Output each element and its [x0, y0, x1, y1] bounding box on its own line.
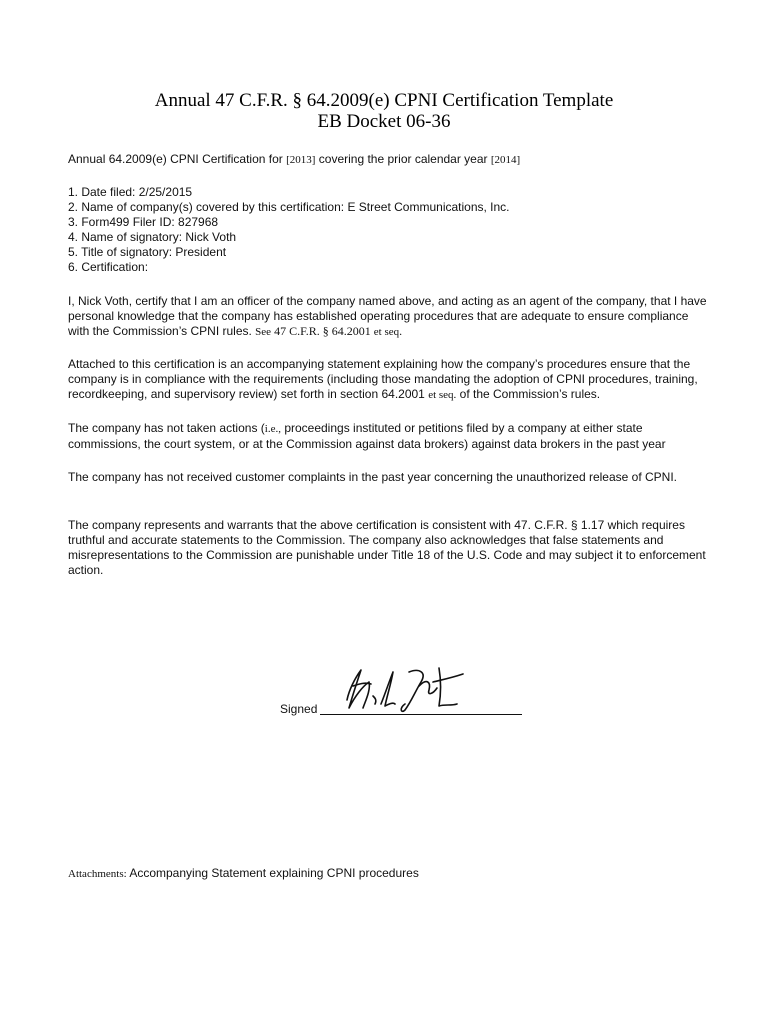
- attachments-line: [68, 866, 419, 882]
- intro-year-prior: [2014]: [490, 154, 521, 166]
- signed-label: Signed: [280, 702, 318, 716]
- paragraph-complaints: The company has not received customer complaints in the past year concerning the unauthorized release of CPNI.: [68, 470, 677, 484]
- info-list: [68, 185, 708, 275]
- paragraph-certify-see: See: [255, 326, 272, 338]
- paragraph-actions-after: proceedings instituted or petitions filed by a company at either state commissions, the court system, or at the Commission against data brokers) against data brokers in the past year: [68, 421, 666, 451]
- document-title: [0, 90, 768, 132]
- intro-year-certification: [2013]: [286, 154, 316, 166]
- paragraph-certify-end: .: [399, 324, 403, 338]
- intro-prefix: Annual 64.2009(e) CPNI Certification for: [68, 152, 287, 166]
- attachments-label: Attachments:: [68, 868, 127, 880]
- paragraph-attached-end: of the Commission’s rules.: [456, 387, 601, 401]
- paragraph-actions-before: The company has not taken actions (: [68, 421, 265, 435]
- paragraph-certify-cite: 47 C.F.R. § 64.2001: [271, 324, 374, 338]
- paragraph-warrants: The company represents and warrants that the above certification is consistent with 47. C.F.R. § 1.17 which requires truthful and accurate statements to the Commission. The company also acknowledges that false statements and misrepresentations to the Commission are punishable under Title 18 of the U.S. Code and may subject it to enforcement action.: [68, 518, 706, 577]
- list-item-signatory-name: 4. Name of signatory: Nick Voth: [68, 230, 237, 244]
- list-item-date-filed: 1. Date filed: 2/25/2015: [68, 185, 193, 199]
- list-item-signatory-title: 5. Title of signatory: President: [68, 245, 227, 259]
- list-item-filer-id: 3. Form499 Filer ID: 827968: [68, 215, 219, 229]
- paragraph-certify: [68, 294, 708, 340]
- attachments-text: Accompanying Statement explaining CPNI procedures: [126, 866, 419, 880]
- intro-middle: covering the prior calendar year: [315, 152, 491, 166]
- paragraph-actions-ie: i.e.,: [264, 423, 281, 435]
- paragraph-actions: [68, 421, 708, 452]
- list-item-certification: 6. Certification:: [68, 260, 149, 274]
- list-item-company-name: 2. Name of company(s) covered by this certification: E Street Communications, Inc.: [68, 200, 510, 214]
- handwritten-signature: [335, 660, 475, 718]
- paragraph-attached: [68, 357, 708, 403]
- title-line-1: Annual 47 C.F.R. § 64.2009(e) CPNI Certification Template: [154, 90, 614, 111]
- title-line-2: EB Docket 06-36: [317, 111, 451, 132]
- paragraph-certify-etseq: et seq: [373, 326, 400, 338]
- paragraph-attached-text: Attached to this certification is an accompanying statement explaining how the company’s procedures ensure that the company is in compliance with the requirements (including those mandating the adoption of CPNI procedures, training, recordkeeping, and supervisory review) set forth in section 64.2001: [68, 357, 698, 401]
- intro-line: [68, 152, 708, 168]
- paragraph-certify-text: I, Nick Voth, certify that I am an officer of the company named above, and acting as an agent of the company, that I have personal knowledge that the company has established operating procedures that are adequate to ensure compliance with the Commission’s CPNI rules.: [68, 294, 707, 338]
- paragraph-attached-etseq: et seq.: [428, 389, 457, 401]
- signature-line: [320, 714, 522, 715]
